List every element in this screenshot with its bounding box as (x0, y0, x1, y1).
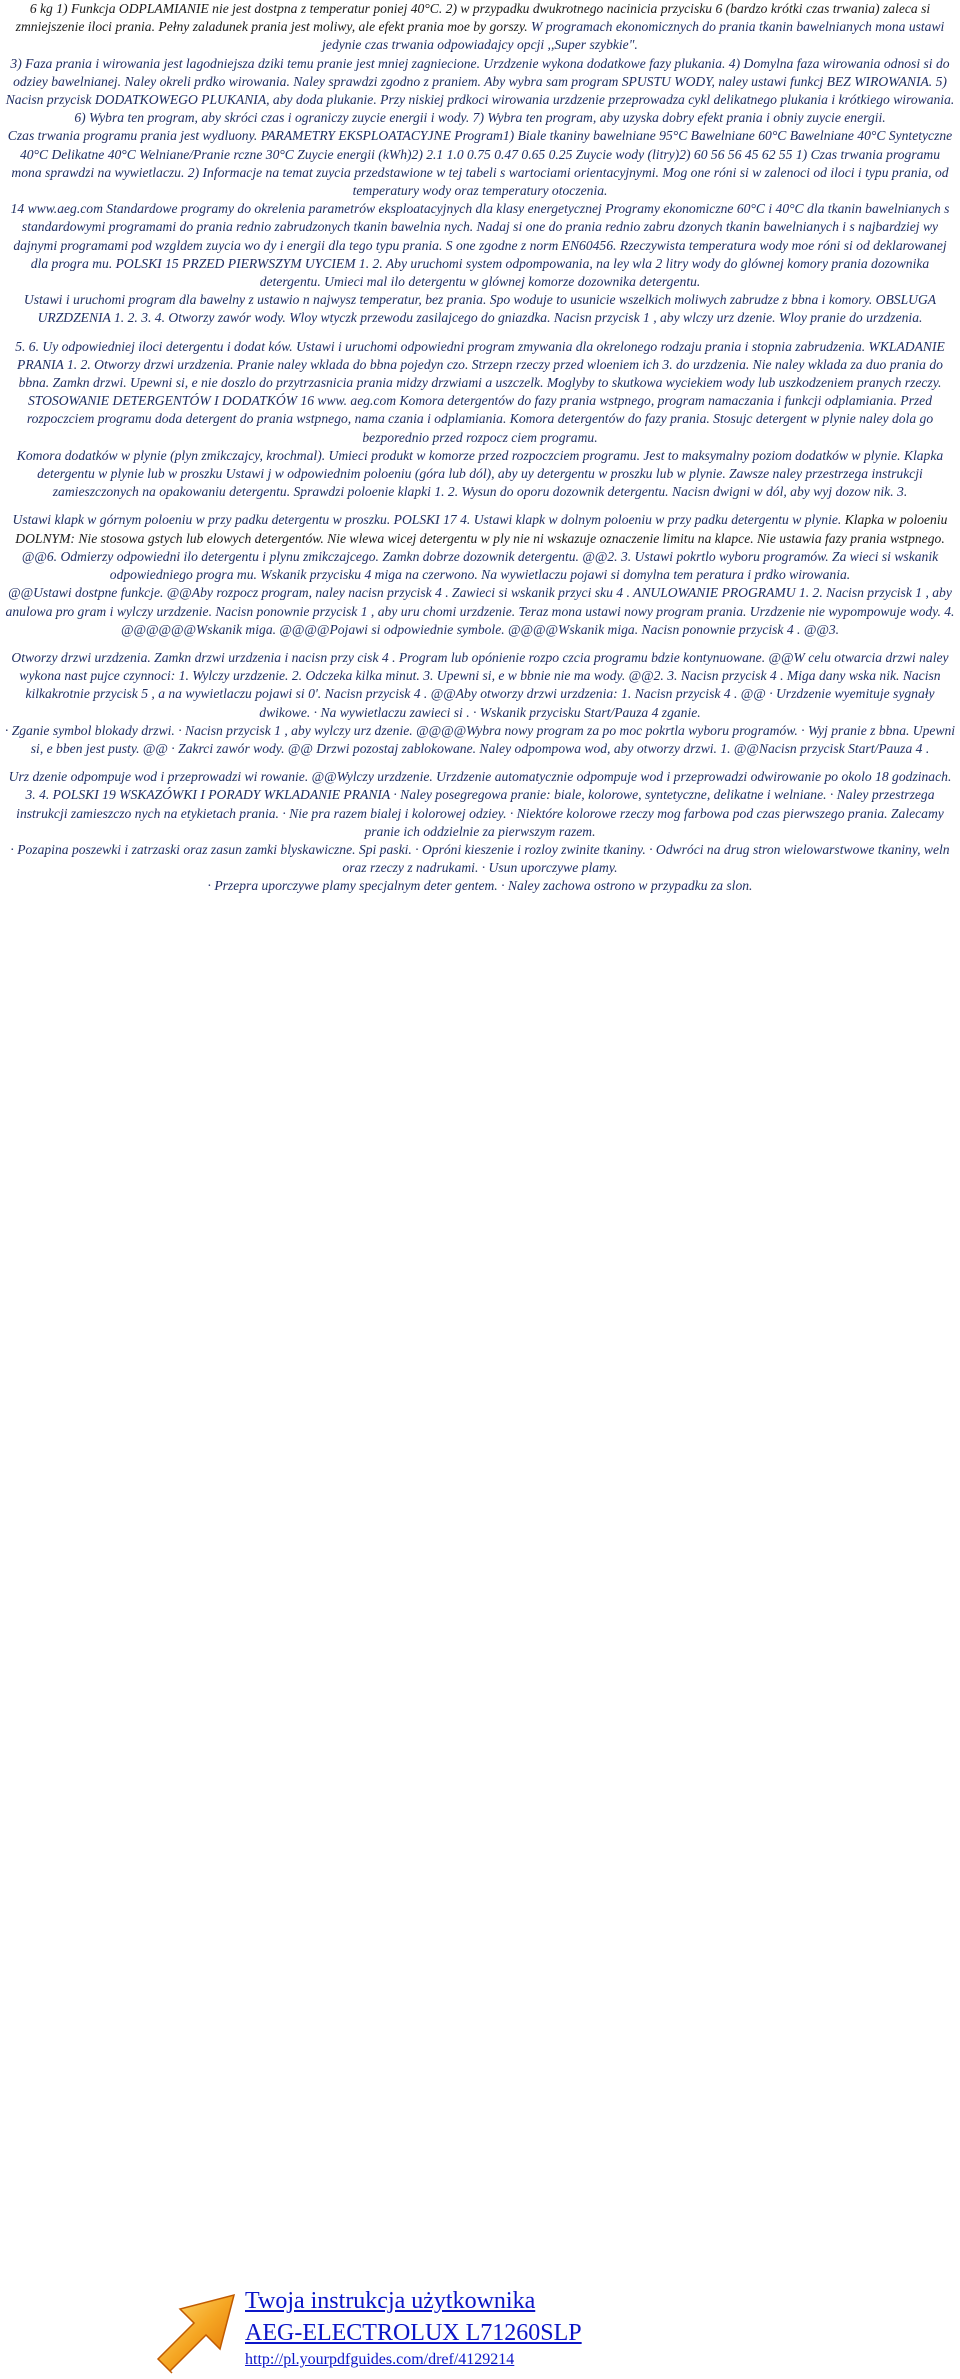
paragraph-text: 5. 6. Uy odpowiedniej iloci detergentu i dodat ków. Ustawi i uruchomi odpowiedni program zmywania dla okrelonego rodzaju prania i stopnia zabrudzenia. WKLADANIE PRANIA 1. 2. Otworzy drzwi urzdzenia. Pranie naley wklada do bbna pojedyn czo. Strzepn rzeczy przed wloeniem ich 3. do urzdzenia. Nie naley wklada za duo prania do bbna. Zamkn drzwi. Upewni si, e nie doszlo do przytrzasnicia prania midzy drzwiami a uszczelk. Moglyby to skutkowa wyciekiem wody lub uszkodzeniem pranych rzeczy. STOSOWANIE DETERGENTÓW I DODATKÓW 16 www. aeg.com Komora detergentów do fazy prania wstpnego, program namaczania i funkcji odplamiania. Przed rozpoczciem programu doda detergent do prania wstpnego, nama czania i odplamiania. Komora detergentów do fazy prania. Stosujc detergent w plynie naley dola go bezporednio przed rozpocz ciem programu. (15, 338, 945, 445)
paragraph (0, 584, 960, 639)
paragraph-text: Ustawi i uruchomi program dla bawelny z ustawio n najwysz temperatur, bez prania. Spo woduje to usunicie wszelkich moliwych zabrudze z bbna i komory. OBSLUGA URZDZENIA 1. 2. 3. 4. Otworzy zawór wody. Wloy wtyczk przewodu zasilajcego do gniazdka. Nacisn przycisk 1 , aby wlczy urz dzenie. Wloy pranie do urzdzenia. (23, 292, 937, 326)
paragraph-text: Komora dodatków w plynie (plyn zmikczajcy, krochmal). Umieci produkt w komorze przed rozpoczciem programu. Jest to maksymalny poziom dodatków w plynie. Klapka detergentu w plynie lub w proszku Ustawi j w odpowiednim poloeniu (góra lub dól), aby uy detergentu w proszku lub w plynie. Zawsze naley przestrzega instrukcji zamieszczonych na opakowaniu detergentu. Sprawdzi poloenie klapki 1. 2. Wysun do oporu dozownik detergentu. Nacisn dwigni w dól, aby wyj dozow nik. 3. (16, 447, 944, 500)
paragraph (0, 511, 960, 584)
paragraph-text: 14 www.aeg.com Standardowe programy do okrelenia parametrów eksploatacyjnych dla klasy energetycznej Programy ekonomiczne 60°C i 40°C dla tkanin bawelnianych s standardowymi programami do prania rednio zabrudzonych tkanin bawelnia nych. Nadaj si one do prania rednio zabru dzonych tkanin bawelnianych i s najbardziej wy dajnymi programami pod wzgldem zuycia wo dy i energii dla tego typu prania. S one zgodne z norm EN60456. Rzeczywista temperatura wody moe róni si od deklarowanej dla progra mu. POLSKI 15 PRZED PIERWSZYM UYCIEM 1. 2. Aby uruchomi system odpompowania, na ley wla 2 litry wody do glównej komory prania dozownika detergentu. Umieci mal ilo detergentu w glównej komorze dozownika detergentu. (10, 201, 950, 290)
paragraph (0, 291, 960, 327)
footer-title-link[interactable]: Twoja instrukcja użytkownika (245, 2288, 536, 2314)
paragraph-text: @@Ustawi dostpne funkcje. @@Aby rozpocz program, naley nacisn przycisk 4 . Zawieci si wskanik przyci sku 4 . ANULOWANIE PROGRAMU 1. 2. Nacisn przycisk 1 , aby anulowa pro gram i wylczy urzdzenie. Nacisn ponownie przycisk 1 , aby uru chomi urzdzenie. Teraz mona ustawi nowy program prania. Urzdzenie nie wypompowuje wody. 4. @@@@@@Wskanik miga. @@@@Pojawi si odpowiednie symbole. @@@@Wskanik miga. Nacisn ponownie przycisk 4 . @@3. (5, 585, 955, 637)
paragraph-text: Ustawi klapk w górnym poloeniu w przy padku detergentu w proszku. POLSKI 17 4. Ustawi klapk w dolnym poloeniu w przy padku detergentu w plynie. (12, 512, 845, 528)
paragraph-gap (0, 639, 960, 649)
paragraph-text: 6 kg 1) Funkcja ODPLAMIANIE nie jest dostpna z temperatur poniej 40°C. 2) w przypadku dwukrotnego nacinicia przycisku 6 (bardzo krótki czas trwania) zaleca si zmniejszenie iloci prania. Pełny zaladunek prania jest moliwy, ale efekt prania moe by gorszy. (15, 1, 931, 35)
paragraph-text: · Przepra uporczywe plamy specjalnym deter gentem. · Naley zachowa ostrono w przypadku za slon. (207, 878, 753, 894)
paragraph (0, 127, 960, 200)
paragraph-text: Klapka w poloeniu DOLNYM: Nie stosowa gstych lub elowych detergentów. Nie wlewa wicej detergentu w ply nie ni wskazuje oznaczenie limitu na klapce. Nie ustawia fazy prania wstpnego. (15, 512, 948, 546)
footer (0, 1140, 960, 2368)
footer-links (245, 2285, 582, 2371)
paragraph-text: Otworzy drzwi urzdzenia. Zamkn drzwi urzdzenia i nacisn przy cisk 4 . Program lub opónienie rozpo czcia programu bdzie kontynuowane. @@W celu otwarcia drzwi naley wykona nast pujce czynnoci: 1. Wylczy urzdzenie. 2. Odczeka kilka minut. 3. Upewni si, e w bbnie nie ma wody. @@2. 3. Nacisn przycisk 4 . Miga dany wska nik. Nacisn kilkakrotnie przycisk 5 , a na wywietlaczu pojawi si 0'. Nacisn przycisk 4 . @@Aby otworzy drzwi urzdzenia: 1. Nacisn przycisk 4 . @@ · Urzdzenie wyemituje sygnały dwikowe. · Na wywietlaczu zawieci si . · Wskanik przycisku Start/Pauza 4 zganie. (11, 649, 949, 720)
paragraph-text: W programach ekonomicznych do prania tkanin bawelnianych mona ustawi jedynie czas trwania odpowiadajcy opcji ,,Super szybkie". (322, 19, 945, 53)
footer-product-link[interactable]: AEG-ELECTROLUX L71260SLP (245, 2320, 582, 2346)
paragraph (0, 841, 960, 877)
paragraph (0, 200, 960, 291)
paragraph-text: 3) Faza prania i wirowania jest lagodniejsza dziki temu pranie jest mniej zagniecione. Urzdzenie wykona dodatkowe fazy plukania. 4) Domylna faza wirowania odnosi si do odziey bawelnianej. Naley okreli prdko wirowania. Naley sprawdzi zgodno z praniem. Aby wybra sam program SPUSTU WODY, naley ustawi funkcj BEZ WIROWANIA. 5) Nacisn przycisk DODATKOWEGO PLUKANIA, aby doda plukanie. Przy niskiej prdkoci wirowania urzdzenie przeprowadza cykl delikatnego plukania i krótkiego wirowania. 6) Wybra ten program, aby skróci czas i ograniczy zuycie energii i wody. 7) Wybra ten program, aby uzyska dobry efekt prania i obniy zuycie energii. (5, 55, 955, 126)
paragraph (0, 338, 960, 447)
paragraph-gap (0, 758, 960, 768)
document-body (0, 0, 960, 1140)
paragraph-text: Urz dzenie odpompuje wod i przeprowadzi wi rowanie. @@Wylczy urzdzenie. Urzdzenie automatycznie odpompuje wod i przeprowadzi odwirowanie po okolo 18 godzinach. 3. 4. POLSKI 19 WSKAZÓWKI I PORADY WKLADANIE PRANIA · Naley posegregowa pranie: biale, kolorowe, syntetyczne, delikatne i welniane. · Naley przestrzega instrukcji zamieszczo nych na etykietach prania. · Nie pra razem bialej i kolorowej odziey. · Niektóre kolorowe rzeczy mog farbowa pod czas pierwszego prania. Zalecamy pranie ich oddzielnie za pierwszym razem. (8, 769, 952, 839)
paragraph (0, 649, 960, 722)
paragraph (0, 55, 960, 128)
footer-url-link[interactable]: http://pl.yourpdfguides.com/dref/4129214 (245, 2351, 515, 2368)
paragraph-text: · Pozapina poszewki i zatrzaski oraz zasun zamki blyskawiczne. Spi paski. · Opróni kieszenie i rozloy zwinite tkaniny. · Odwróci na drug stron wielowarstwowe tkaniny, weln oraz rzeczy z nadrukami. · Usun uporczywe plamy. (10, 841, 950, 876)
paragraph (0, 722, 960, 758)
paragraph (0, 877, 960, 895)
paragraph (0, 768, 960, 841)
paragraph-text: · Zganie symbol blokady drzwi. · Nacisn przycisk 1 , aby wylczy urz dzenie. @@@@Wybra nowy program za po moc pokrtla wyboru programów. · Wyj pranie z bbna. Upewni si, e bben jest pusty. @@ · Zakrci zawór wody. @@ Drzwi pozostaj zablokowane. Naley odpompowa wod, aby otworzy drzwi. 1. @@Nacisn przycisk Start/Pauza 4 . (4, 722, 956, 756)
paragraph-text: Czas trwania programu prania jest wydluony. PARAMETRY EKSPLOATACYJNE Program1) Biale tkaniny bawelniane 95°C Bawelniane 60°C Bawelniane 40°C Syntetyczne 40°C Delikatne 40°C Welniane/Pranie rczne 30°C Zuycie energii (kWh)2) 2.1 1.0 0.75 0.47 0.65 0.25 Zuycie wody (litry)2) 60 56 56 45 62 55 1) Czas trwania programu mona sprawdzi na wywietlaczu. 2) Informacje na temat zuycia przedstawione w tej tabeli s wartociami orientacyjnymi. Mog one róni si w zalenoci od iloci i typu prania, od temperatury wody oraz temperatury otoczenia. (7, 128, 953, 199)
paragraph (0, 0, 960, 55)
paragraph-gap (0, 501, 960, 511)
arrow-logo-icon[interactable] (150, 2287, 242, 2379)
paragraph (0, 447, 960, 502)
paragraph-text: @@6. Odmierzy odpowiedni ilo detergentu i plynu zmikczajcego. Zamkn dobrze dozownik detergentu. @@2. 3. Ustawi pokrtlo wyboru programów. Za wieci si wskanik odpowiedniego progra mu. Wskanik przycisku 4 miga na czerwono. Na wywietlaczu pojawi si domylna tem peratura i prdko wirowania. (21, 548, 939, 583)
paragraph-gap (0, 328, 960, 338)
